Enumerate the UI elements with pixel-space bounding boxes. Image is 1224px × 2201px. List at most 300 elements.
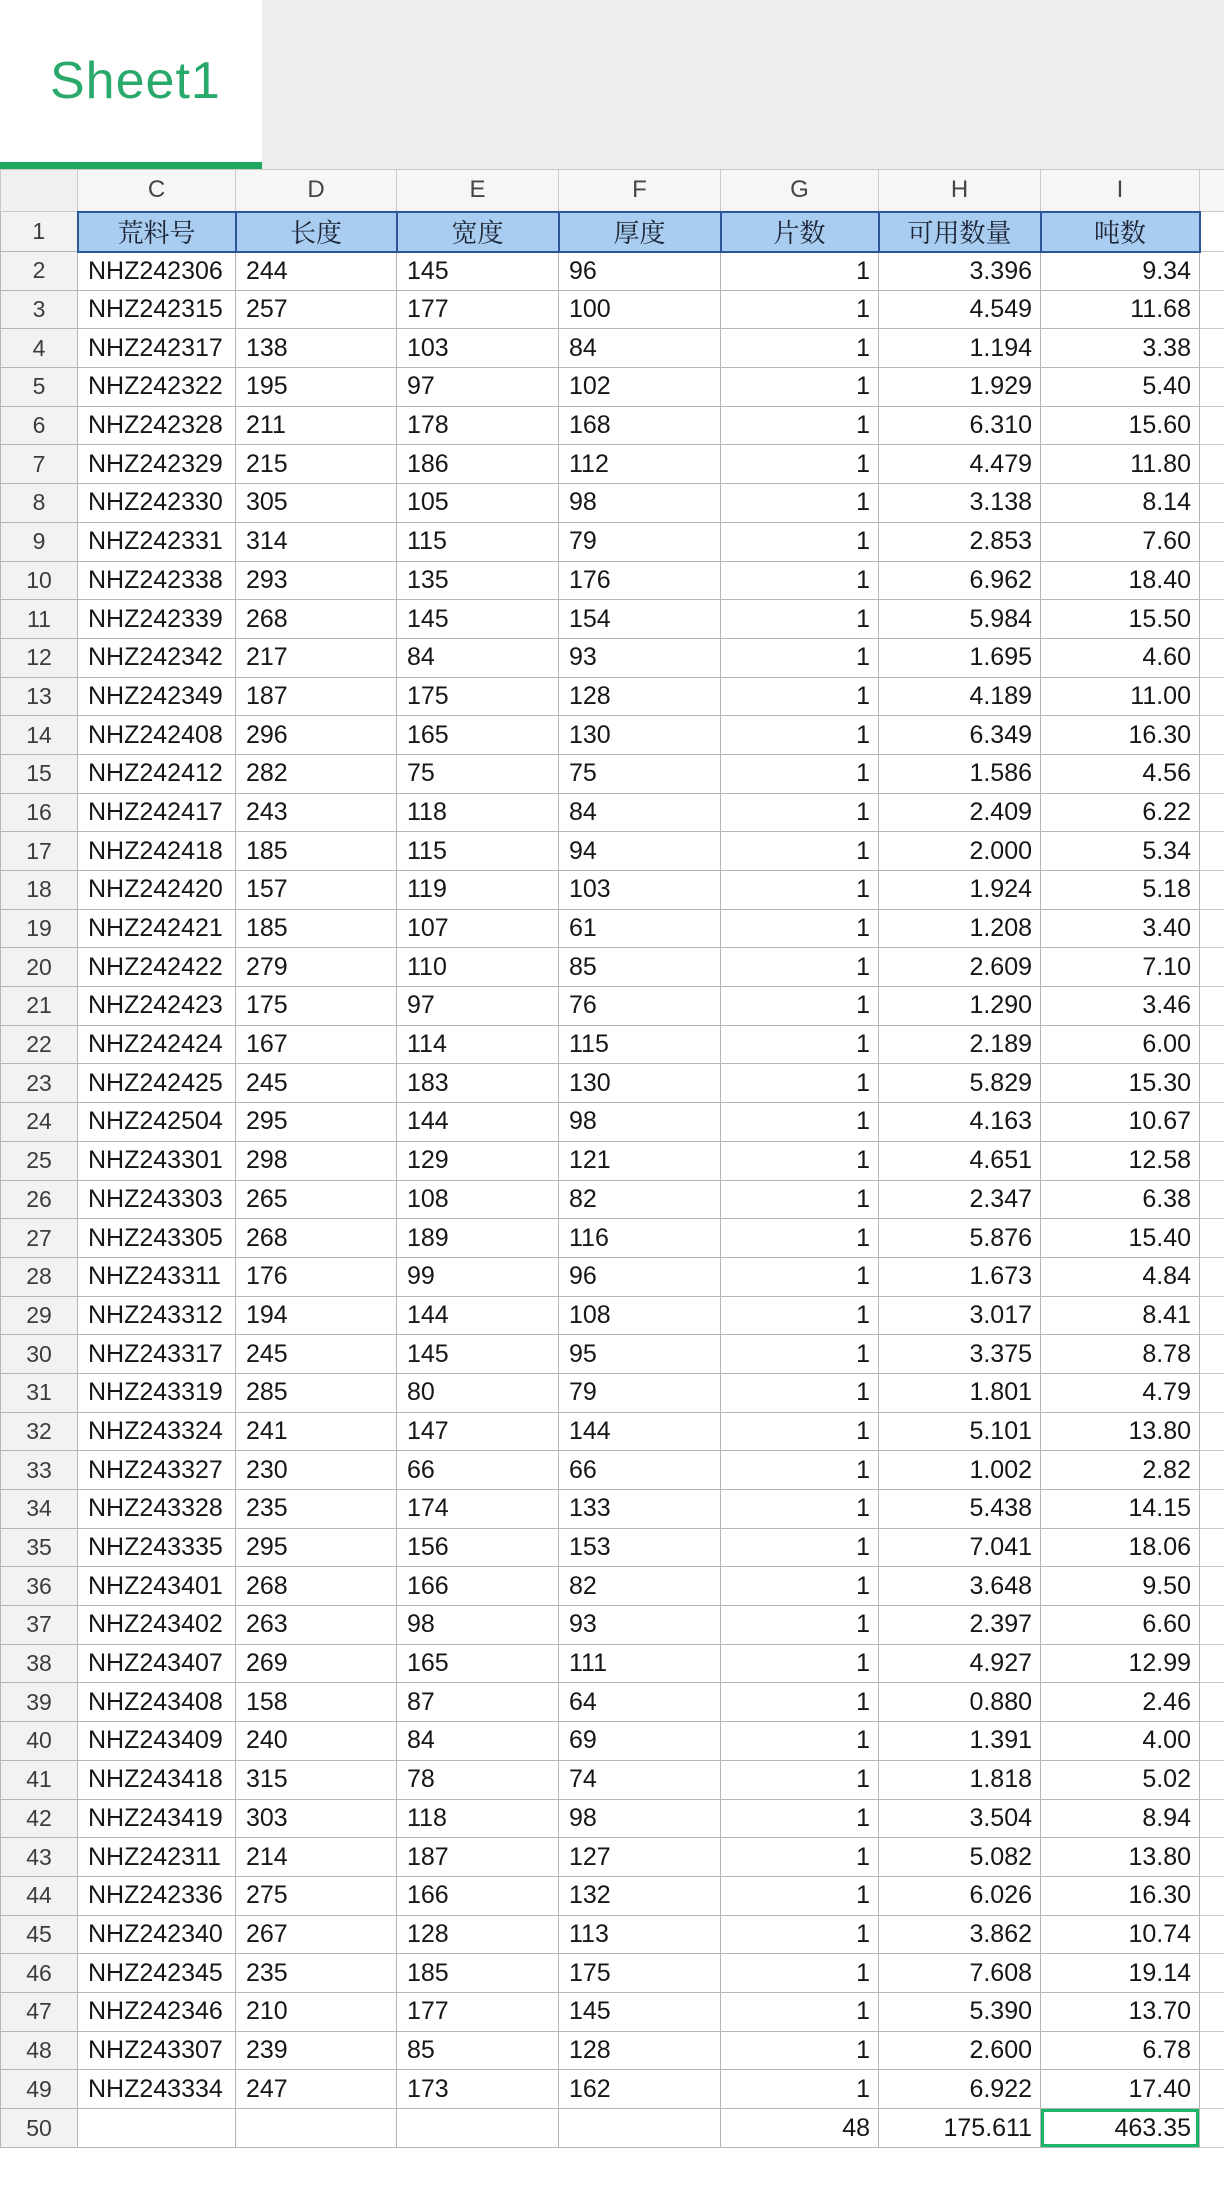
cell-E37[interactable]: 98	[397, 1606, 559, 1645]
cell-E50[interactable]	[397, 2109, 559, 2148]
cell-J30[interactable]	[1200, 1335, 1224, 1374]
cell-I4[interactable]: 3.38	[1041, 329, 1200, 368]
cell-G18[interactable]: 1	[721, 871, 879, 910]
cell-E38[interactable]: 165	[397, 1644, 559, 1683]
row-number-cell-39[interactable]: 39	[1, 1683, 78, 1722]
cell-E47[interactable]: 177	[397, 1992, 559, 2031]
cell-F41[interactable]: 74	[559, 1760, 721, 1799]
cell-G16[interactable]: 1	[721, 793, 879, 832]
cell-F26[interactable]: 82	[559, 1180, 721, 1219]
cell-C5[interactable]: NHZ242322	[78, 368, 236, 407]
cell-I8[interactable]: 8.14	[1041, 484, 1200, 523]
cell-D17[interactable]: 185	[236, 832, 397, 871]
row-number-cell-30[interactable]: 30	[1, 1335, 78, 1374]
cell-E44[interactable]: 166	[397, 1876, 559, 1915]
cell-J43[interactable]	[1200, 1838, 1224, 1877]
cell-C24[interactable]: NHZ242504	[78, 1103, 236, 1142]
cell-C6[interactable]: NHZ242328	[78, 406, 236, 445]
cell-C12[interactable]: NHZ242342	[78, 638, 236, 677]
cell-D6[interactable]: 211	[236, 406, 397, 445]
cell-D18[interactable]: 157	[236, 871, 397, 910]
cell-D14[interactable]: 296	[236, 716, 397, 755]
cell-G50[interactable]: 48	[721, 2109, 879, 2148]
row-number-cell-21[interactable]: 21	[1, 987, 78, 1026]
cell-F5[interactable]: 102	[559, 368, 721, 407]
cell-J14[interactable]	[1200, 716, 1224, 755]
cell-I27[interactable]: 15.40	[1041, 1219, 1200, 1258]
cell-E31[interactable]: 80	[397, 1373, 559, 1412]
cell-I38[interactable]: 12.99	[1041, 1644, 1200, 1683]
cell-G19[interactable]: 1	[721, 909, 879, 948]
cell-G38[interactable]: 1	[721, 1644, 879, 1683]
row-number-cell-41[interactable]: 41	[1, 1760, 78, 1799]
cell-E46[interactable]: 185	[397, 1954, 559, 1993]
cell-C42[interactable]: NHZ243419	[78, 1799, 236, 1838]
cell-I28[interactable]: 4.84	[1041, 1257, 1200, 1296]
row-number-cell-22[interactable]: 22	[1, 1025, 78, 1064]
cell-D15[interactable]: 282	[236, 754, 397, 793]
cell-G8[interactable]: 1	[721, 484, 879, 523]
cell-J20[interactable]	[1200, 948, 1224, 987]
cell-C49[interactable]: NHZ243334	[78, 2070, 236, 2109]
cell-H8[interactable]: 3.138	[879, 484, 1041, 523]
cell-H43[interactable]: 5.082	[879, 1838, 1041, 1877]
cell-C13[interactable]: NHZ242349	[78, 677, 236, 716]
cell-I16[interactable]: 6.22	[1041, 793, 1200, 832]
cell-G30[interactable]: 1	[721, 1335, 879, 1374]
cell-E42[interactable]: 118	[397, 1799, 559, 1838]
cell-I32[interactable]: 13.80	[1041, 1412, 1200, 1451]
row-number-cell-32[interactable]: 32	[1, 1412, 78, 1451]
cell-H39[interactable]: 0.880	[879, 1683, 1041, 1722]
cell-E14[interactable]: 165	[397, 716, 559, 755]
cell-D47[interactable]: 210	[236, 1992, 397, 2031]
cell-I46[interactable]: 19.14	[1041, 1954, 1200, 1993]
column-letter-I[interactable]: I	[1041, 170, 1200, 212]
cell-C7[interactable]: NHZ242329	[78, 445, 236, 484]
sheet-tab[interactable]	[0, 0, 262, 162]
cell-C8[interactable]: NHZ242330	[78, 484, 236, 523]
cell-F3[interactable]: 100	[559, 290, 721, 329]
cell-F8[interactable]: 98	[559, 484, 721, 523]
cell-G33[interactable]: 1	[721, 1451, 879, 1490]
cell-D45[interactable]: 267	[236, 1915, 397, 1954]
cell-F36[interactable]: 82	[559, 1567, 721, 1606]
cell-G22[interactable]: 1	[721, 1025, 879, 1064]
cell-J23[interactable]	[1200, 1064, 1224, 1103]
cell-F35[interactable]: 153	[559, 1528, 721, 1567]
cell-E41[interactable]: 78	[397, 1760, 559, 1799]
cell-G17[interactable]: 1	[721, 832, 879, 871]
cell-E35[interactable]: 156	[397, 1528, 559, 1567]
row-number-cell-12[interactable]: 12	[1, 638, 78, 677]
row-number-cell-9[interactable]: 9	[1, 522, 78, 561]
cell-C28[interactable]: NHZ243311	[78, 1257, 236, 1296]
cell-D12[interactable]: 217	[236, 638, 397, 677]
cell-E45[interactable]: 128	[397, 1915, 559, 1954]
cell-I11[interactable]: 15.50	[1041, 600, 1200, 639]
cell-I42[interactable]: 8.94	[1041, 1799, 1200, 1838]
cell-E33[interactable]: 66	[397, 1451, 559, 1490]
cell-I25[interactable]: 12.58	[1041, 1141, 1200, 1180]
cell-G7[interactable]: 1	[721, 445, 879, 484]
cell-F17[interactable]: 94	[559, 832, 721, 871]
row-number-cell-2[interactable]: 2	[1, 252, 78, 291]
cell-G35[interactable]: 1	[721, 1528, 879, 1567]
cell-F31[interactable]: 79	[559, 1373, 721, 1412]
row-number-cell-7[interactable]: 7	[1, 445, 78, 484]
cell-F13[interactable]: 128	[559, 677, 721, 716]
cell-C40[interactable]: NHZ243409	[78, 1722, 236, 1761]
cell-J47[interactable]	[1200, 1992, 1224, 2031]
cell-J46[interactable]	[1200, 1954, 1224, 1993]
row-number-cell-33[interactable]: 33	[1, 1451, 78, 1490]
cell-C46[interactable]: NHZ242345	[78, 1954, 236, 1993]
header-cell-D1[interactable]: 长度	[236, 212, 397, 252]
header-cell-F1[interactable]: 厚度	[559, 212, 721, 252]
cell-E36[interactable]: 166	[397, 1567, 559, 1606]
cell-D2[interactable]: 244	[236, 252, 397, 291]
cell-D19[interactable]: 185	[236, 909, 397, 948]
cell-J13[interactable]	[1200, 677, 1224, 716]
cell-D22[interactable]: 167	[236, 1025, 397, 1064]
cell-C45[interactable]: NHZ242340	[78, 1915, 236, 1954]
cell-C15[interactable]: NHZ242412	[78, 754, 236, 793]
cell-F34[interactable]: 133	[559, 1490, 721, 1529]
cell-G45[interactable]: 1	[721, 1915, 879, 1954]
row-number-cell-23[interactable]: 23	[1, 1064, 78, 1103]
cell-D40[interactable]: 240	[236, 1722, 397, 1761]
cell-I39[interactable]: 2.46	[1041, 1683, 1200, 1722]
row-number-cell-31[interactable]: 31	[1, 1373, 78, 1412]
cell-J9[interactable]	[1200, 522, 1224, 561]
cell-J39[interactable]	[1200, 1683, 1224, 1722]
cell-J40[interactable]	[1200, 1722, 1224, 1761]
cell-J28[interactable]	[1200, 1257, 1224, 1296]
cell-F12[interactable]: 93	[559, 638, 721, 677]
cell-E27[interactable]: 189	[397, 1219, 559, 1258]
cell-H41[interactable]: 1.818	[879, 1760, 1041, 1799]
cell-E34[interactable]: 174	[397, 1490, 559, 1529]
cell-E21[interactable]: 97	[397, 987, 559, 1026]
cell-F44[interactable]: 132	[559, 1876, 721, 1915]
row-number-cell-17[interactable]: 17	[1, 832, 78, 871]
cell-E12[interactable]: 84	[397, 638, 559, 677]
cell-H31[interactable]: 1.801	[879, 1373, 1041, 1412]
row-number-cell-40[interactable]: 40	[1, 1722, 78, 1761]
cell-G40[interactable]: 1	[721, 1722, 879, 1761]
cell-C30[interactable]: NHZ243317	[78, 1335, 236, 1374]
row-number-cell-16[interactable]: 16	[1, 793, 78, 832]
cell-G29[interactable]: 1	[721, 1296, 879, 1335]
cell-I20[interactable]: 7.10	[1041, 948, 1200, 987]
cell-F24[interactable]: 98	[559, 1103, 721, 1142]
cell-J8[interactable]	[1200, 484, 1224, 523]
cell-D42[interactable]: 303	[236, 1799, 397, 1838]
cell-J29[interactable]	[1200, 1296, 1224, 1335]
cell-J2[interactable]	[1200, 252, 1224, 291]
cell-F22[interactable]: 115	[559, 1025, 721, 1064]
cell-C37[interactable]: NHZ243402	[78, 1606, 236, 1645]
cell-D34[interactable]: 235	[236, 1490, 397, 1529]
cell-C4[interactable]: NHZ242317	[78, 329, 236, 368]
row-number-cell-15[interactable]: 15	[1, 754, 78, 793]
cell-F14[interactable]: 130	[559, 716, 721, 755]
cell-G14[interactable]: 1	[721, 716, 879, 755]
cell-I29[interactable]: 8.41	[1041, 1296, 1200, 1335]
row-number-cell-36[interactable]: 36	[1, 1567, 78, 1606]
cell-H40[interactable]: 1.391	[879, 1722, 1041, 1761]
cell-J11[interactable]	[1200, 600, 1224, 639]
cell-E24[interactable]: 144	[397, 1103, 559, 1142]
cell-D9[interactable]: 314	[236, 522, 397, 561]
cell-J16[interactable]	[1200, 793, 1224, 832]
cell-J6[interactable]	[1200, 406, 1224, 445]
row-number-cell-45[interactable]: 45	[1, 1915, 78, 1954]
cell-D33[interactable]: 230	[236, 1451, 397, 1490]
cell-F39[interactable]: 64	[559, 1683, 721, 1722]
cell-J26[interactable]	[1200, 1180, 1224, 1219]
row-number-cell-14[interactable]: 14	[1, 716, 78, 755]
cell-J22[interactable]	[1200, 1025, 1224, 1064]
cell-F29[interactable]: 108	[559, 1296, 721, 1335]
cell-H10[interactable]: 6.962	[879, 561, 1041, 600]
cell-D10[interactable]: 293	[236, 561, 397, 600]
cell-H2[interactable]: 3.396	[879, 252, 1041, 291]
row-number-cell-3[interactable]: 3	[1, 290, 78, 329]
cell-E7[interactable]: 186	[397, 445, 559, 484]
row-number-cell-8[interactable]: 8	[1, 484, 78, 523]
cell-F47[interactable]: 145	[559, 1992, 721, 2031]
cell-I24[interactable]: 10.67	[1041, 1103, 1200, 1142]
cell-D41[interactable]: 315	[236, 1760, 397, 1799]
cell-F48[interactable]: 128	[559, 2031, 721, 2070]
cell-J38[interactable]	[1200, 1644, 1224, 1683]
cell-G4[interactable]: 1	[721, 329, 879, 368]
cell-C27[interactable]: NHZ243305	[78, 1219, 236, 1258]
header-cell-C1[interactable]: 荒料号	[78, 212, 236, 252]
row-number-cell-5[interactable]: 5	[1, 368, 78, 407]
cell-I31[interactable]: 4.79	[1041, 1373, 1200, 1412]
row-number-cell-10[interactable]: 10	[1, 561, 78, 600]
row-number-cell-4[interactable]: 4	[1, 329, 78, 368]
cell-G10[interactable]: 1	[721, 561, 879, 600]
cell-J45[interactable]	[1200, 1915, 1224, 1954]
cell-I26[interactable]: 6.38	[1041, 1180, 1200, 1219]
cell-F6[interactable]: 168	[559, 406, 721, 445]
cell-F19[interactable]: 61	[559, 909, 721, 948]
cell-H19[interactable]: 1.208	[879, 909, 1041, 948]
header-cell-H1[interactable]: 可用数量	[879, 212, 1041, 252]
cell-D8[interactable]: 305	[236, 484, 397, 523]
cell-D23[interactable]: 245	[236, 1064, 397, 1103]
cell-G32[interactable]: 1	[721, 1412, 879, 1451]
cell-E28[interactable]: 99	[397, 1257, 559, 1296]
cell-H37[interactable]: 2.397	[879, 1606, 1041, 1645]
cell-I17[interactable]: 5.34	[1041, 832, 1200, 871]
cell-H20[interactable]: 2.609	[879, 948, 1041, 987]
cell-G47[interactable]: 1	[721, 1992, 879, 2031]
cell-D20[interactable]: 279	[236, 948, 397, 987]
cell-D29[interactable]: 194	[236, 1296, 397, 1335]
cell-J50[interactable]	[1200, 2109, 1224, 2148]
cell-C21[interactable]: NHZ242423	[78, 987, 236, 1026]
cell-C2[interactable]: NHZ242306	[78, 252, 236, 291]
corner-select-cell[interactable]	[1, 170, 78, 212]
cell-I12[interactable]: 4.60	[1041, 638, 1200, 677]
cell-H15[interactable]: 1.586	[879, 754, 1041, 793]
cell-I43[interactable]: 13.80	[1041, 1838, 1200, 1877]
column-letter-D[interactable]: D	[236, 170, 397, 212]
cell-C14[interactable]: NHZ242408	[78, 716, 236, 755]
cell-E40[interactable]: 84	[397, 1722, 559, 1761]
cell-C26[interactable]: NHZ243303	[78, 1180, 236, 1219]
cell-I7[interactable]: 11.80	[1041, 445, 1200, 484]
cell-C41[interactable]: NHZ243418	[78, 1760, 236, 1799]
cell-G27[interactable]: 1	[721, 1219, 879, 1258]
header-cell-G1[interactable]: 片数	[721, 212, 879, 252]
row-number-cell-27[interactable]: 27	[1, 1219, 78, 1258]
cell-C25[interactable]: NHZ243301	[78, 1141, 236, 1180]
cell-H42[interactable]: 3.504	[879, 1799, 1041, 1838]
cell-J33[interactable]	[1200, 1451, 1224, 1490]
cell-F16[interactable]: 84	[559, 793, 721, 832]
cell-J1[interactable]	[1200, 212, 1224, 252]
cell-F50[interactable]	[559, 2109, 721, 2148]
cell-E3[interactable]: 177	[397, 290, 559, 329]
row-number-cell-20[interactable]: 20	[1, 948, 78, 987]
row-number-cell-35[interactable]: 35	[1, 1528, 78, 1567]
cell-E10[interactable]: 135	[397, 561, 559, 600]
cell-G49[interactable]: 1	[721, 2070, 879, 2109]
cell-J42[interactable]	[1200, 1799, 1224, 1838]
cell-D27[interactable]: 268	[236, 1219, 397, 1258]
cell-G43[interactable]: 1	[721, 1838, 879, 1877]
cell-I36[interactable]: 9.50	[1041, 1567, 1200, 1606]
cell-I50[interactable]	[1041, 2109, 1200, 2148]
row-number-cell-26[interactable]: 26	[1, 1180, 78, 1219]
cell-H16[interactable]: 2.409	[879, 793, 1041, 832]
cell-I10[interactable]: 18.40	[1041, 561, 1200, 600]
cell-F4[interactable]: 84	[559, 329, 721, 368]
cell-I15[interactable]: 4.56	[1041, 754, 1200, 793]
cell-G12[interactable]: 1	[721, 638, 879, 677]
cell-I34[interactable]: 14.15	[1041, 1490, 1200, 1529]
cell-I30[interactable]: 8.78	[1041, 1335, 1200, 1374]
cell-J36[interactable]	[1200, 1567, 1224, 1606]
cell-C31[interactable]: NHZ243319	[78, 1373, 236, 1412]
cell-E17[interactable]: 115	[397, 832, 559, 871]
cell-G23[interactable]: 1	[721, 1064, 879, 1103]
cell-E5[interactable]: 97	[397, 368, 559, 407]
cell-J19[interactable]	[1200, 909, 1224, 948]
cell-F27[interactable]: 116	[559, 1219, 721, 1258]
cell-C10[interactable]: NHZ242338	[78, 561, 236, 600]
cell-E32[interactable]: 147	[397, 1412, 559, 1451]
cell-D48[interactable]: 239	[236, 2031, 397, 2070]
cell-G42[interactable]: 1	[721, 1799, 879, 1838]
cell-I14[interactable]: 16.30	[1041, 716, 1200, 755]
cell-F32[interactable]: 144	[559, 1412, 721, 1451]
cell-G44[interactable]: 1	[721, 1876, 879, 1915]
cell-H25[interactable]: 4.651	[879, 1141, 1041, 1180]
cell-G36[interactable]: 1	[721, 1567, 879, 1606]
cell-G21[interactable]: 1	[721, 987, 879, 1026]
cell-J4[interactable]	[1200, 329, 1224, 368]
cell-I45[interactable]: 10.74	[1041, 1915, 1200, 1954]
cell-H32[interactable]: 5.101	[879, 1412, 1041, 1451]
cell-J17[interactable]	[1200, 832, 1224, 871]
cell-F43[interactable]: 127	[559, 1838, 721, 1877]
cell-I19[interactable]: 3.40	[1041, 909, 1200, 948]
cell-D49[interactable]: 247	[236, 2070, 397, 2109]
cell-J15[interactable]	[1200, 754, 1224, 793]
cell-E6[interactable]: 178	[397, 406, 559, 445]
column-letter-E[interactable]: E	[397, 170, 559, 212]
cell-J34[interactable]	[1200, 1490, 1224, 1529]
cell-E48[interactable]: 85	[397, 2031, 559, 2070]
cell-J32[interactable]	[1200, 1412, 1224, 1451]
cell-D30[interactable]: 245	[236, 1335, 397, 1374]
cell-F49[interactable]: 162	[559, 2070, 721, 2109]
cell-H34[interactable]: 5.438	[879, 1490, 1041, 1529]
cell-E13[interactable]: 175	[397, 677, 559, 716]
cell-F30[interactable]: 95	[559, 1335, 721, 1374]
cell-D36[interactable]: 268	[236, 1567, 397, 1606]
cell-E16[interactable]: 118	[397, 793, 559, 832]
cell-E11[interactable]: 145	[397, 600, 559, 639]
cell-G37[interactable]: 1	[721, 1606, 879, 1645]
cell-G25[interactable]: 1	[721, 1141, 879, 1180]
cell-C19[interactable]: NHZ242421	[78, 909, 236, 948]
row-number-cell-42[interactable]: 42	[1, 1799, 78, 1838]
cell-D7[interactable]: 215	[236, 445, 397, 484]
cell-D26[interactable]: 265	[236, 1180, 397, 1219]
cell-G26[interactable]: 1	[721, 1180, 879, 1219]
cell-J27[interactable]	[1200, 1219, 1224, 1258]
cell-F2[interactable]: 96	[559, 252, 721, 291]
cell-J3[interactable]	[1200, 290, 1224, 329]
cell-I13[interactable]: 11.00	[1041, 677, 1200, 716]
cell-I2[interactable]: 9.34	[1041, 252, 1200, 291]
cell-H18[interactable]: 1.924	[879, 871, 1041, 910]
cell-G11[interactable]: 1	[721, 600, 879, 639]
cell-I44[interactable]: 16.30	[1041, 1876, 1200, 1915]
cell-H9[interactable]: 2.853	[879, 522, 1041, 561]
cell-J41[interactable]	[1200, 1760, 1224, 1799]
cell-D32[interactable]: 241	[236, 1412, 397, 1451]
cell-C22[interactable]: NHZ242424	[78, 1025, 236, 1064]
cell-F7[interactable]: 112	[559, 445, 721, 484]
cell-J35[interactable]	[1200, 1528, 1224, 1567]
row-number-cell-13[interactable]: 13	[1, 677, 78, 716]
cell-C11[interactable]: NHZ242339	[78, 600, 236, 639]
cell-I3[interactable]: 11.68	[1041, 290, 1200, 329]
cell-G24[interactable]: 1	[721, 1103, 879, 1142]
cell-C35[interactable]: NHZ243335	[78, 1528, 236, 1567]
cell-C44[interactable]: NHZ242336	[78, 1876, 236, 1915]
cell-H21[interactable]: 1.290	[879, 987, 1041, 1026]
cell-J25[interactable]	[1200, 1141, 1224, 1180]
cell-J7[interactable]	[1200, 445, 1224, 484]
cell-J48[interactable]	[1200, 2031, 1224, 2070]
cell-G28[interactable]: 1	[721, 1257, 879, 1296]
cell-I21[interactable]: 3.46	[1041, 987, 1200, 1026]
cell-E19[interactable]: 107	[397, 909, 559, 948]
cell-D38[interactable]: 269	[236, 1644, 397, 1683]
cell-D4[interactable]: 138	[236, 329, 397, 368]
cell-I48[interactable]: 6.78	[1041, 2031, 1200, 2070]
